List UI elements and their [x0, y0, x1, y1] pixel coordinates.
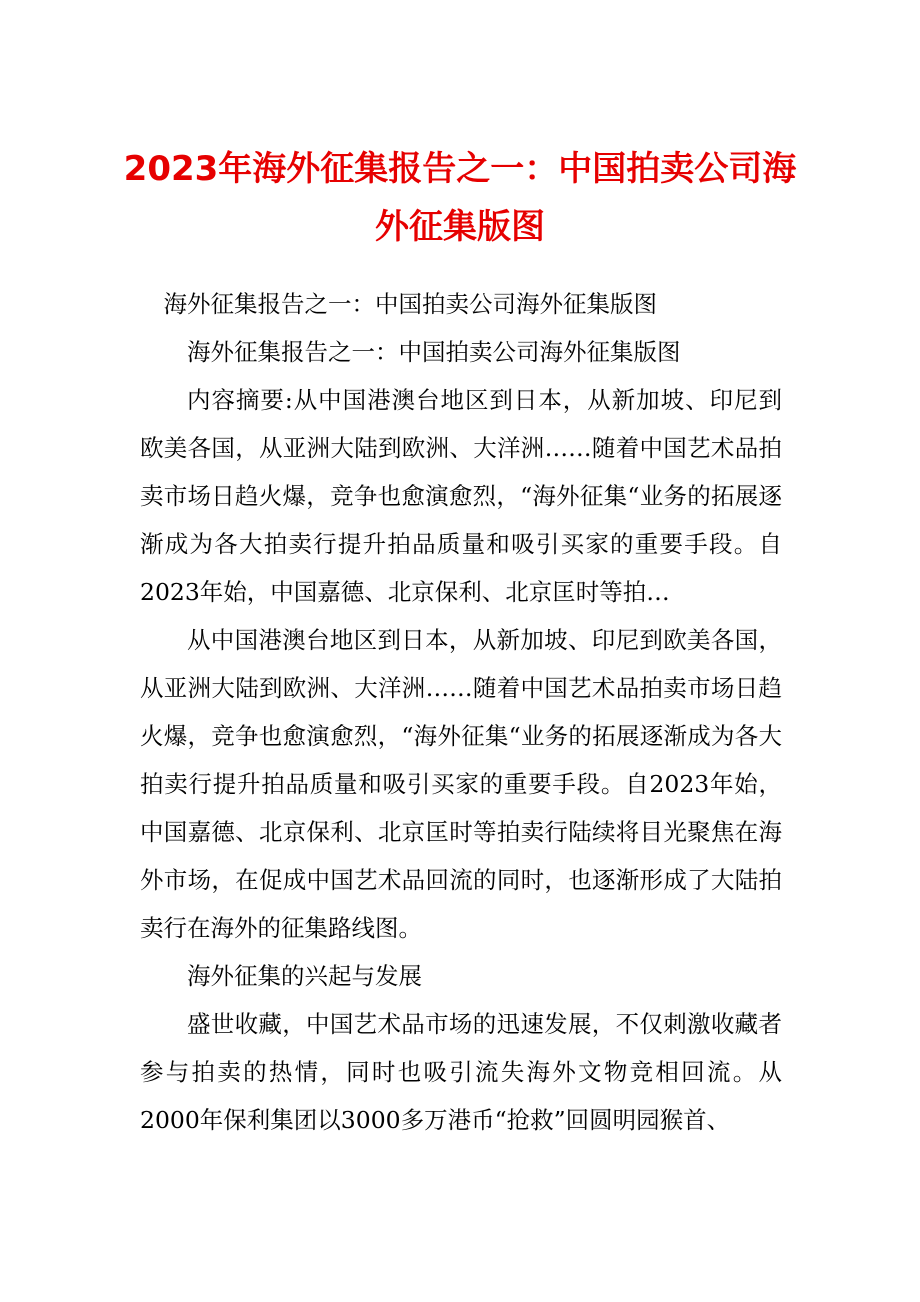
document-title: 2023年海外征集报告之一：中国拍卖公司海外征集版图: [123, 149, 797, 247]
section-heading: 海外征集的兴起与发展: [187, 962, 422, 990]
paragraph: 海外征集报告之一：中国拍卖公司海外征集版图: [187, 338, 681, 366]
paragraph: 海外征集报告之一：中国拍卖公司海外征集版图: [163, 290, 657, 318]
paragraph: 盛世收藏，中国艺术品市场的迅速发展，不仅刺激收藏者参与拍卖的热情，同时也吸引流失海外文物竞相回流。从2000年保利集团以3000多万港币“抢救”回圆明园猴首、: [140, 1010, 782, 1134]
document-body: [140, 280, 782, 1144]
paragraph: 从中国港澳台地区到日本，从新加坡、印尼到欧美各国，从亚洲大陆到欧洲、大洋洲……随着中国艺术品拍卖市场日趋火爆，竞争也愈演愈烈，“海外征集“业务的拓展逐渐成为各大拍卖行提升拍品质量和吸引买家的重要手段。自2023年始，中国嘉德、北京保利、北京匡时等拍卖行陆续将目光聚焦在海外市场，在促成中国艺术品回流的同时，也逐渐形成了大陆拍卖行在海外的征集路线图。: [140, 626, 782, 942]
abstract-paragraph: 内容摘要:从中国港澳台地区到日本，从新加坡、印尼到欧美各国，从亚洲大陆到欧洲、大洋洲……随着中国艺术品拍卖市场日趋火爆，竞争也愈演愈烈，“海外征集“业务的拓展逐渐成为各大拍卖行提升拍品质量和吸引买家的重要手段。自2023年始，中国嘉德、北京保利、北京匡时等拍…: [140, 386, 782, 606]
